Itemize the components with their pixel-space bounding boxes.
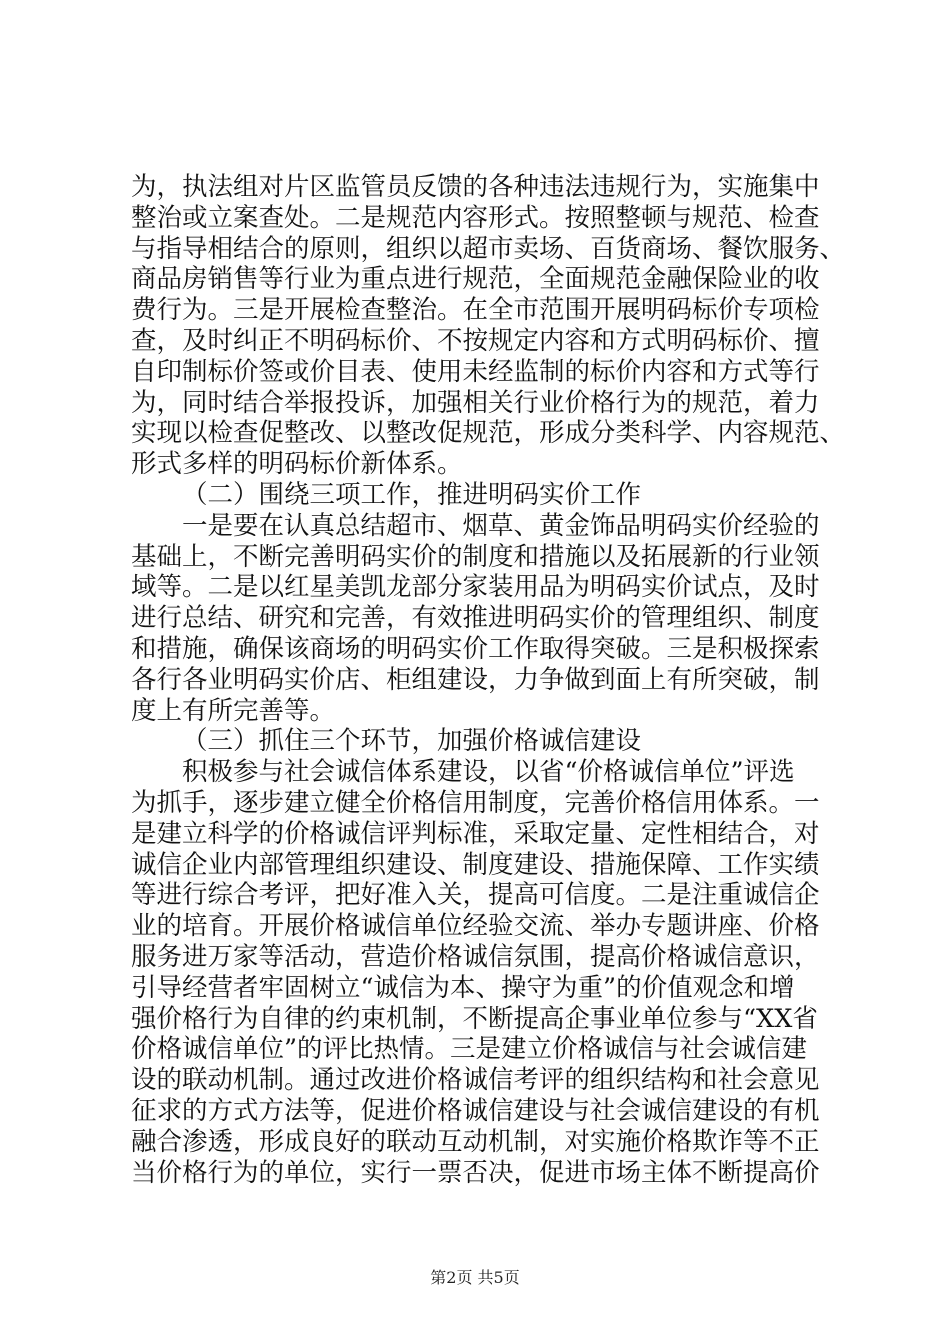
text-line: 各行各业明码实价店、柜组建设，力争做到面上有所突破，制 <box>131 664 820 695</box>
text-line: 征求的方式方法等，促进价格诚信建设与社会诚信建设的有机 <box>131 1095 820 1126</box>
text-line: 域等。二是以红星美凯龙部分家装用品为明码实价试点，及时 <box>131 572 820 603</box>
text-line: 为，同时结合举报投诉，加强相关行业价格行为的规范，着力 <box>131 387 820 418</box>
text-line: 业的培育。开展价格诚信单位经验交流、举办专题讲座、价格 <box>131 911 820 942</box>
text-line: 自印制标价签或价目表、使用未经监制的标价内容和方式等行 <box>131 356 820 387</box>
text-line: 为，执法组对片区监管员反馈的各种违法违规行为，实施集中 <box>131 172 820 202</box>
text-line: 和措施，确保该商场的明码实价工作取得突破。三是积极探索 <box>131 633 820 664</box>
text-line: 诚信企业内部管理组织建设、制度建设、措施保障、工作实绩 <box>131 849 820 880</box>
text-line: 商品房销售等行业为重点进行规范，全面规范金融保险业的收 <box>131 264 820 295</box>
text-line: 当价格行为的单位，实行一票否决，促进市场主体不断提高价 <box>131 1157 820 1188</box>
text-line: 度上有所完善等。 <box>131 695 336 726</box>
text-line: 费行为。三是开展检查整治。在全市范围开展明码标价专项检 <box>131 295 820 326</box>
text-line: 为抓手，逐步建立健全价格信用制度，完善价格信用体系。一 <box>131 787 820 818</box>
text-line: （三）抓住三个环节，加强价格诚信建设 <box>182 726 642 757</box>
text-line: 查，及时纠正不明码标价、不按规定内容和方式明码标价、擅 <box>131 325 820 356</box>
text-line: 价格诚信单位”的评比热情。三是建立价格诚信与社会诚信建 <box>131 1034 808 1065</box>
text-line: 形式多样的明码标价新体系。 <box>131 449 463 480</box>
text-line: 基础上，不断完善明码实价的制度和措施以及拓展新的行业领 <box>131 541 820 572</box>
text-line: 整治或立案查处。二是规范内容形式。按照整顿与规范、检查 <box>131 202 820 233</box>
text-line: 是建立科学的价格诚信评判标准，采取定量、定性相结合，对 <box>131 818 820 849</box>
page-number-footer: 第2页 共5页 <box>430 1268 520 1287</box>
text-line: 强价格行为自律的约束机制，不断提高企事业单位参与“XX省 <box>131 1003 818 1034</box>
text-line: 融合渗透，形成良好的联动互动机制，对实施价格欺诈等不正 <box>131 1126 820 1157</box>
text-line: 设的联动机制。通过改进价格诚信考评的组织结构和社会意见 <box>131 1065 820 1096</box>
text-line: 与指导相结合的原则，组织以超市卖场、百货商场、餐饮服务、 <box>131 233 846 264</box>
text-line: 积极参与社会诚信体系建设，以省“价格诚信单位”评选 <box>182 757 795 788</box>
document-body <box>131 172 846 1188</box>
text-line: （二）围绕三项工作，推进明码实价工作 <box>182 479 642 510</box>
text-line: 引导经营者牢固树立“诚信为本、操守为重”的价值观念和增 <box>131 972 795 1003</box>
text-line: 一是要在认真总结超市、烟草、黄金饰品明码实价经验的 <box>182 510 820 541</box>
text-line: 服务进万家等活动，营造价格诚信氛围，提高价格诚信意识， <box>131 941 820 972</box>
text-line: 等进行综合考评，把好准入关，提高可信度。二是注重诚信企 <box>131 880 820 911</box>
text-line: 进行总结、研究和完善，有效推进明码实价的管理组织、制度 <box>131 603 820 634</box>
text-line: 实现以检查促整改、以整改促规范，形成分类科学、内容规范、 <box>131 418 846 449</box>
